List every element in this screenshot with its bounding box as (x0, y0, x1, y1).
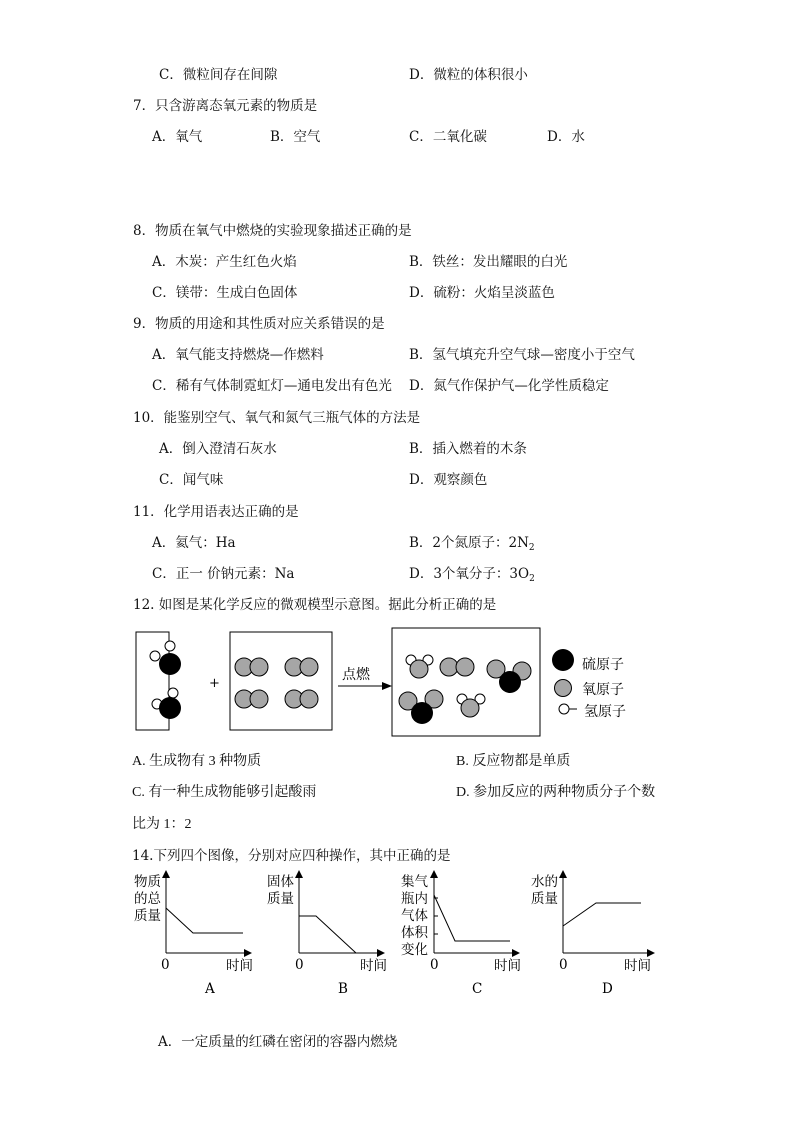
graph-c-origin: 0 (430, 957, 439, 973)
q7-option-d: D．水 (547, 129, 585, 145)
reaction-diagram (130, 624, 650, 740)
oxygen-molecule (285, 658, 318, 676)
q7-stem: 7．只含游离态氧元素的物质是 (133, 98, 318, 114)
q9-stem: 9．物质的用途和其性质对应关系错误的是 (133, 316, 385, 332)
q11-option-d: D．3个氧分子：$3O_2$ (409, 566, 535, 584)
q7-option-a: A．氧气 (152, 129, 203, 145)
graph-c-xlabel: 时间 (494, 958, 521, 974)
q6-option-c: C．微粒间存在间隙 (159, 67, 278, 83)
graph-a-xlabel: 时间 (226, 958, 253, 974)
graph-b (267, 873, 387, 997)
q10-option-c: C．闻气味 (159, 472, 224, 488)
q10-option-a: A．倒入澄清石灰水 (159, 441, 277, 457)
q7-option-c: C．二氧化碳 (409, 129, 487, 145)
graph-c (401, 873, 521, 997)
graph-c-ylabel-4: 体积 (401, 925, 428, 941)
q8-option-c: C．镁带：生成白色固体 (152, 285, 298, 301)
graph-a-origin: 0 (161, 957, 170, 973)
q8-stem: 8．物质在氧气中燃烧的实验现象描述正确的是 (133, 223, 412, 239)
arrow-head (382, 682, 392, 690)
sulfur-atom-legend-icon (552, 649, 574, 671)
hydrogen-atom-legend-icon (559, 704, 569, 714)
graph-a-ylabel-2: 的总 (134, 891, 161, 907)
graph-a-ylabel-3: 质量 (134, 908, 161, 924)
q8-option-a: A．木炭：产生红色火焰 (152, 254, 297, 270)
graph-b-curve (299, 916, 356, 953)
graph-d-caption: D (602, 981, 613, 997)
q12-option-c: C. 有一种生成物能够引起酸雨 (132, 785, 317, 800)
q9-option-a: A．氧气能支持燃烧—作燃料 (152, 347, 324, 363)
graph-b-ylabel-1: 固体 (267, 874, 294, 890)
q12-stem: 12. 如图是某化学反应的微观模型示意图。据此分析正确的是 (133, 597, 497, 613)
q6-option-d: D．微粒的体积很小 (409, 67, 528, 83)
graph-d-ylabel-2: 质量 (531, 891, 558, 907)
legend-sulfur: 硫原子 (582, 657, 624, 673)
q9-option-d: D．氮气作保护气—化学性质稳定 (409, 378, 609, 394)
q9-option-c: C．稀有气体制霓虹灯—通电发出有色光 (152, 378, 392, 394)
graph-d (531, 873, 651, 997)
plus-sign: + (209, 676, 220, 691)
q11-option-a: A．氦气：Ha (152, 535, 236, 551)
oxygen-molecule (285, 690, 318, 708)
q9-option-b: B．氢气填充升空气球—密度小于空气 (409, 347, 635, 363)
graph-c-caption: C (472, 981, 483, 997)
q14-stem: 14.下列四个图像，分别对应四种操作，其中正确的是 (132, 848, 451, 864)
legend-hydrogen: 氢原子 (584, 704, 626, 720)
q7-option-b: B．空气 (270, 129, 321, 145)
reactant-box-2 (230, 632, 332, 730)
arrow-label: 点燃 (342, 667, 370, 683)
graph-a-curve (166, 908, 243, 933)
legend-oxygen: 氧原子 (582, 682, 624, 698)
graph-a (134, 873, 253, 997)
q11-option-b: B．2个氮原子：$2N_2$ (409, 535, 535, 553)
q12-option-d-cont: 比为 1：2 (132, 817, 192, 832)
oxygen-atom-legend-icon (555, 680, 572, 697)
sulfur-dioxide-molecule (487, 660, 531, 693)
oxygen-molecule (235, 658, 268, 676)
q8-option-b: B．铁丝：发出耀眼的白光 (409, 254, 568, 270)
sulfur-dioxide-molecule (399, 690, 443, 724)
graph-d-ylabel-1: 水的 (531, 874, 558, 890)
graph-a-ylabel-1: 物质 (134, 874, 161, 890)
q11-stem: 11．化学用语表达正确的是 (133, 504, 299, 520)
q8-option-d: D．硫粉：火焰呈淡蓝色 (409, 285, 555, 301)
q14-option-a: A．一定质量的红磷在密闭的容器内燃烧 (158, 1034, 398, 1050)
q11-option-c: C．正一 价钠元素：Na (152, 566, 295, 582)
graph-a-caption: A (205, 981, 215, 997)
hydrogen-sulfide-molecule (150, 641, 181, 675)
q10-stem: 10．能鉴别空气、氧气和氮气三瓶气体的方法是 (133, 410, 421, 426)
hydrogen-sulfide-molecule (152, 688, 181, 719)
water-molecule (406, 655, 433, 678)
graph-c-ylabel-1: 集气 (401, 874, 428, 890)
water-molecule (457, 694, 485, 717)
graph-c-curve (434, 895, 510, 941)
graph-d-curve (563, 903, 641, 926)
graph-d-xlabel: 时间 (624, 958, 651, 974)
graph-b-caption: B (338, 981, 348, 997)
q12-option-a: A. 生成物有 3 种物质 (132, 754, 262, 769)
oxygen-molecule (440, 658, 474, 676)
graph-c-ylabel-5: 变化 (401, 942, 428, 958)
oxygen-molecule (235, 690, 268, 708)
graph-c-ylabel-3: 气体 (401, 908, 428, 924)
graph-d-origin: 0 (559, 957, 568, 973)
q12-option-d: D. 参加反应的两种物质分子个数 (456, 785, 656, 800)
q10-option-d: D．观察颜色 (409, 472, 488, 488)
graph-b-xlabel: 时间 (360, 958, 387, 974)
q10-option-b: B．插入燃着的木条 (409, 441, 527, 457)
graph-b-ylabel-2: 质量 (267, 891, 294, 907)
graph-c-ylabel-2: 瓶内 (401, 891, 428, 907)
q12-option-b: B. 反应物都是单质 (456, 754, 571, 769)
q14-graphs (120, 870, 680, 1000)
graph-b-origin: 0 (295, 957, 304, 973)
